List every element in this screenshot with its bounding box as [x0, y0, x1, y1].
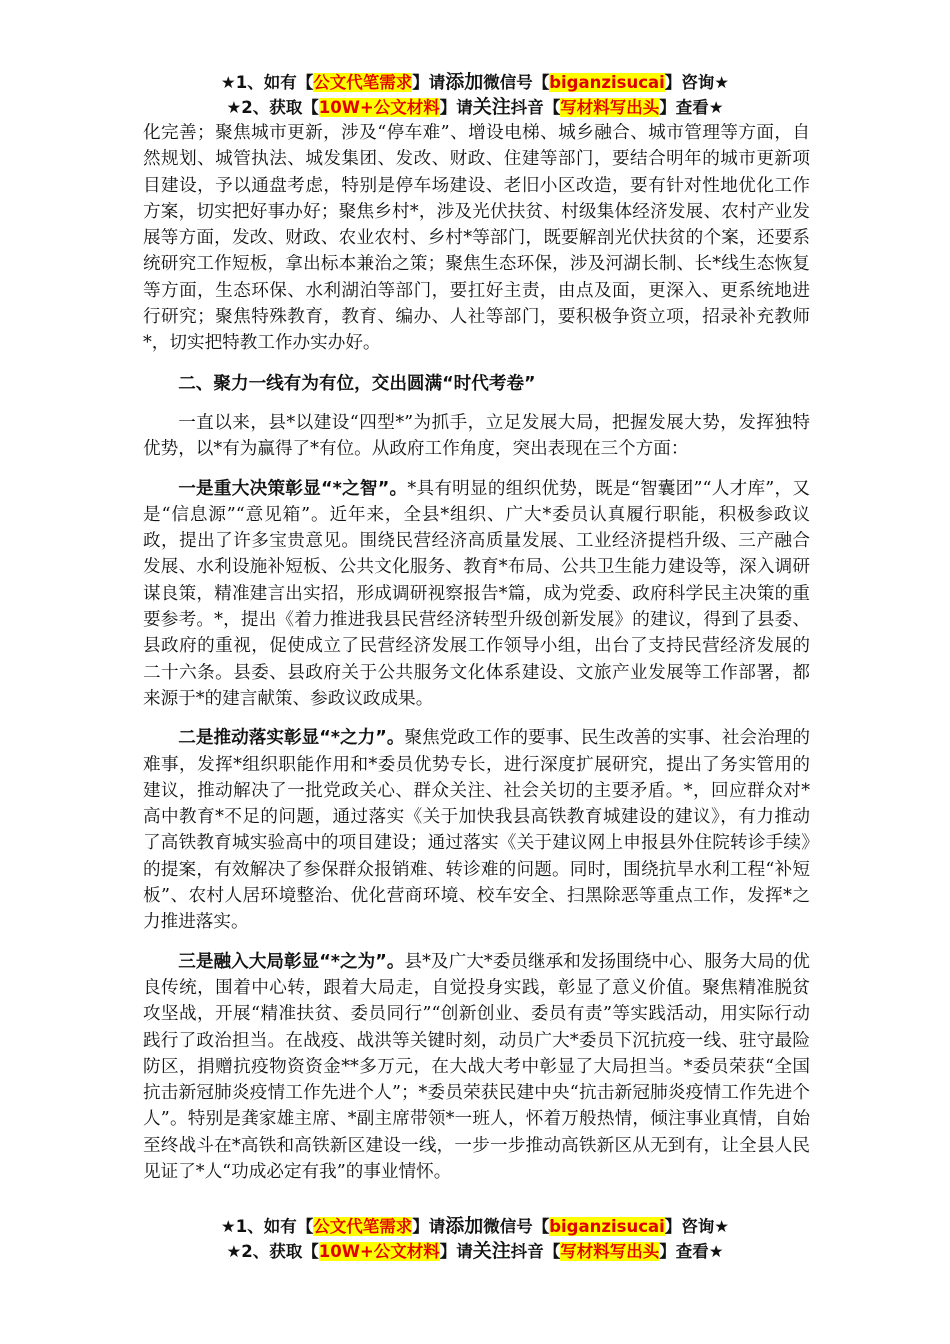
banner-line-1	[0, 70, 950, 95]
banner-text: 微信号【	[483, 73, 550, 92]
section-heading: 二、聚力一线有为有位，交出圆满“时代考卷”	[178, 373, 536, 394]
banner-text: 】请	[439, 1242, 473, 1261]
banner-text: 微信号【	[483, 1217, 550, 1236]
highlight-materials: 10W+公文材料	[318, 1242, 440, 1261]
highlight-douyin-account: 写材料写出头	[560, 1242, 660, 1261]
banner-text: 】请	[439, 98, 473, 117]
paragraph-3	[143, 476, 810, 713]
highlight-wechat-id: biganzisucai	[549, 1217, 665, 1236]
banner-line-2	[0, 1239, 950, 1264]
banner-line-2	[0, 95, 950, 120]
paragraph-2: 一直以来，县*以建设“四型*”为抓手，立足发展大局，把握发展大势，发挥独特优势，以*有为赢得了*有位。从政府工作角度，突出表现在三个方面：	[143, 412, 810, 460]
highlight-wechat-id: biganzisucai	[549, 73, 665, 92]
banner-text: ★2、获取【	[226, 1242, 319, 1261]
paragraph-5	[143, 949, 810, 1186]
banner-text: 】咨询★	[664, 1217, 730, 1236]
paragraph-3-text: *具有明显的组织优势，既是“智囊团”“人才库”，又是“信息源”“意见箱”。近年来，全县*组织、广大*委员认真履行职能，积极参政议政，提出了许多宝贵意见。围绕民营经济高质量发展、工业经济提档升级、三产融合发展、水利设施补短板、公共文化服务、教育*布局、公共卫生能力建设等，深入调研谋良策，精准建言出实招，形成调研视察报告*篇，成为党委、政府科学民主决策的重要参考。*，提出《着力推进我县民营经济转型升级创新发展》的建议，得到了县委、县政府的重视，促使成立了民营经济发展工作领导小组，出台了支持民营经济发展的二十六条。县委、县政府关于公共服务文化体系建设、文旅产业发展等工作部署，都来源于*的建言献策、参政议政成果。	[143, 478, 810, 709]
document-body	[143, 120, 810, 1185]
banner-text: ★1、如有【	[220, 1217, 314, 1236]
banner-emphasis: 添加	[445, 1215, 484, 1237]
banner-text: 】请	[412, 73, 446, 92]
highlight-ghostwriting: 公文代笔需求	[313, 73, 413, 92]
paragraph-4	[143, 725, 810, 935]
paragraph-1: 化完善；聚焦城市更新，涉及“停车难”、增设电梯、城乡融合、城市管理等方面，自然规划、城管执法、城发集团、发改、财政、住建等部门，要结合明年的城市更新项目建设，予以通盘考虑，特别是停车场建设、老旧小区改造，要有针对性地优化工作方案，切实把好事办好；聚焦乡村*，涉及光伏扶贫、村级集体经济发展、农村产业发展等方面，发改、财政、农业农村、乡村*等部门，既要解剖光伏扶贫的个案，还要系统研究工作短板，拿出标本兼治之策；聚焦生态环保，涉及河湖长制、长*线生态恢复等方面，生态环保、水利湖泊等部门，要扛好主责，由点及面，更深入、更系统地进行研究；聚焦特殊教育，教育、编办、人社等部门，要积极争资立项，招录补充教师*，切实把特教工作办实办好。	[143, 123, 810, 354]
paragraph-5-text: 县*及广大*委员继承和发扬围绕中心、服务大局的优良传统，围着中心转，跟着大局走，自觉投身实践，彰显了意义价值。聚焦精准脱贫攻坚战，开展“精准扶贫、委员同行”“创新创业、委员有责”等实践活动，用实际行动践行了政治担当。在战疫、战洪等关键时刻，动员广大*委员下沉抗疫一线、驻守最险防区，捐赠抗疫物资资金**多万元，在大战大考中彰显了大局担当。*委员荣获“全国抗击新冠肺炎疫情工作先进个人”；*委员荣获民建中央“抗击新冠肺炎疫情工作先进个人”。特别是龚家雄主席、*副主席带领*一班人，怀着万般热情，倾注事业真情，自始至终战斗在*高铁和高铁新区建设一线，一步一步推动高铁新区从无到有，让全县人民见证了*人“功成必定有我”的事业情怀。	[143, 951, 810, 1182]
banner-text: 】查看★	[659, 1242, 724, 1261]
footer-banner	[0, 1214, 950, 1264]
header-banner	[0, 70, 950, 120]
banner-emphasis: 关注	[472, 1240, 511, 1262]
banner-emphasis: 关注	[472, 96, 511, 118]
banner-text: 抖音【	[510, 1242, 561, 1261]
banner-emphasis: 添加	[445, 71, 484, 93]
banner-line-1	[0, 1214, 950, 1239]
banner-text: 抖音【	[510, 98, 561, 117]
banner-text: ★1、如有【	[220, 73, 314, 92]
paragraph-4-text: 聚焦党政工作的要事、民生改善的实事、社会治理的难事，发挥*组织职能作用和*委员优势专长，进行深度扩展研究，提出了务实管用的建议，推动解决了一批党政关心、群众关注、社会关切的主要矛盾。*，回应群众对*高中教育*不足的问题，通过落实《关于加快我县高铁教育城建设的建议》，有力推动了高铁教育城实验高中的项目建设；通过落实《关于建议网上申报县外住院转诊手续》的提案，有效解决了参保群众报销难、转诊难的问题。同时，围绕抗旱水利工程“补短板”、农村人居环境整治、优化营商环境、校车安全、扫黑除恶等重点工作，发挥*之力推进落实。	[143, 728, 810, 933]
paragraph-5-lead: 三是融入大局彰显“*之为”。	[178, 951, 405, 972]
highlight-materials: 10W+公文材料	[318, 98, 440, 117]
highlight-douyin-account: 写材料写出头	[560, 98, 660, 117]
paragraph-3-lead: 一是重大决策彰显“*之智”。	[178, 478, 408, 499]
banner-text: 】咨询★	[664, 73, 730, 92]
banner-text: 】查看★	[659, 98, 724, 117]
paragraph-4-lead: 二是推动落实彰显“*之力”。	[178, 728, 405, 749]
highlight-ghostwriting: 公文代笔需求	[313, 1217, 413, 1236]
banner-text: 】请	[412, 1217, 446, 1236]
banner-text: ★2、获取【	[226, 98, 319, 117]
